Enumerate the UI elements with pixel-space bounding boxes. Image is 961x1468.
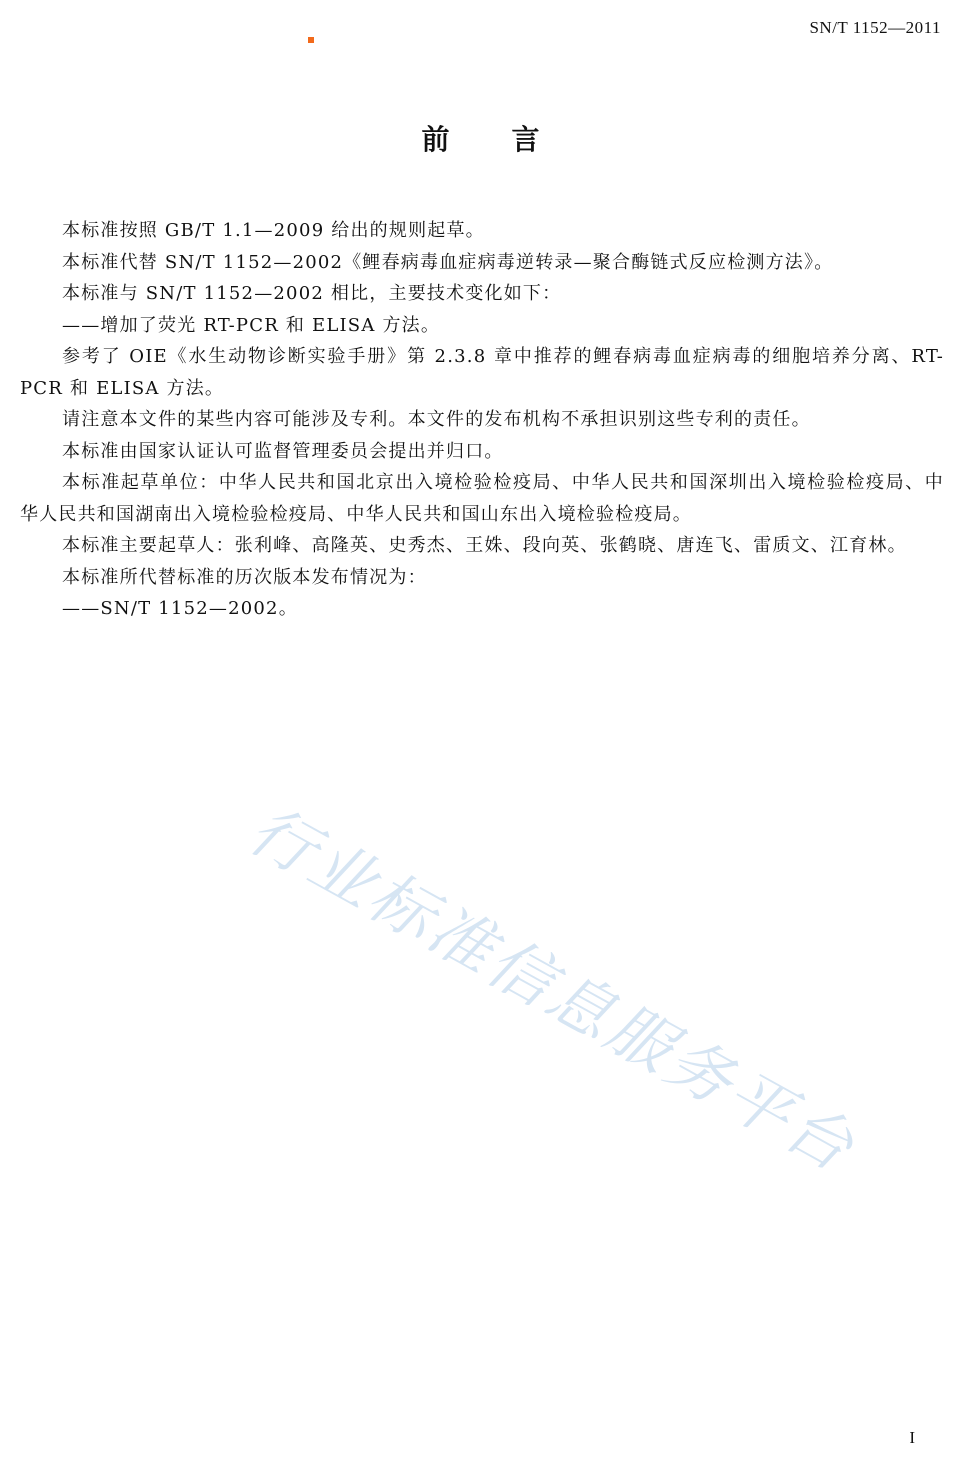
- standard-code: SN/T 1152—2011: [809, 18, 941, 37]
- title-char-1: 前: [421, 123, 450, 156]
- watermark: 行业标准信息服务平台: [236, 793, 868, 1188]
- paragraph: ——SN/T 1152—2002。: [62, 598, 298, 619]
- paragraph: 本标准代替 SN/T 1152—2002《鲤春病毒血症病毒逆转录—聚合酶链式反应检测方法》。: [62, 251, 834, 273]
- paragraph: 参考了 OIE《水生动物诊断实验手册》第 2.3.8 章中推荐的鲤春病毒血症病毒的细胞培养分离、RT-PCR 和 ELISA 方法。: [20, 346, 944, 399]
- page-title: [0, 118, 961, 158]
- orange-mark: [308, 37, 314, 43]
- title-char-2: 言: [511, 123, 540, 156]
- paragraph: 本标准所代替标准的历次版本发布情况为：: [62, 566, 427, 588]
- foreword-body: [20, 215, 944, 625]
- paragraph: 本标准与 SN/T 1152—2002 相比，主要技术变化如下：: [62, 283, 562, 304]
- page-number: I: [909, 1428, 915, 1447]
- paragraph: 本标准起草单位：中华人民共和国北京出入境检验检疫局、中华人民共和国深圳出入境检验检疫局、中华人民共和国湖南出入境检验检疫局、中华人民共和国山东出入境检验检疫局。: [20, 472, 944, 525]
- paragraph: 请注意本文件的某些内容可能涉及专利。本文件的发布机构不承担识别这些专利的责任。: [62, 409, 811, 430]
- paragraph: ——增加了荧光 RT-PCR 和 ELISA 方法。: [62, 314, 441, 336]
- paragraph: 本标准按照 GB/T 1.1—2009 给出的规则起草。: [62, 220, 485, 241]
- paragraph: 本标准由国家认证认可监督管理委员会提出并归口。: [62, 440, 504, 462]
- paragraph: 本标准主要起草人：张利峰、高隆英、史秀杰、王姝、段向英、张鹤晓、唐连飞、雷质文、江育林。: [62, 535, 907, 556]
